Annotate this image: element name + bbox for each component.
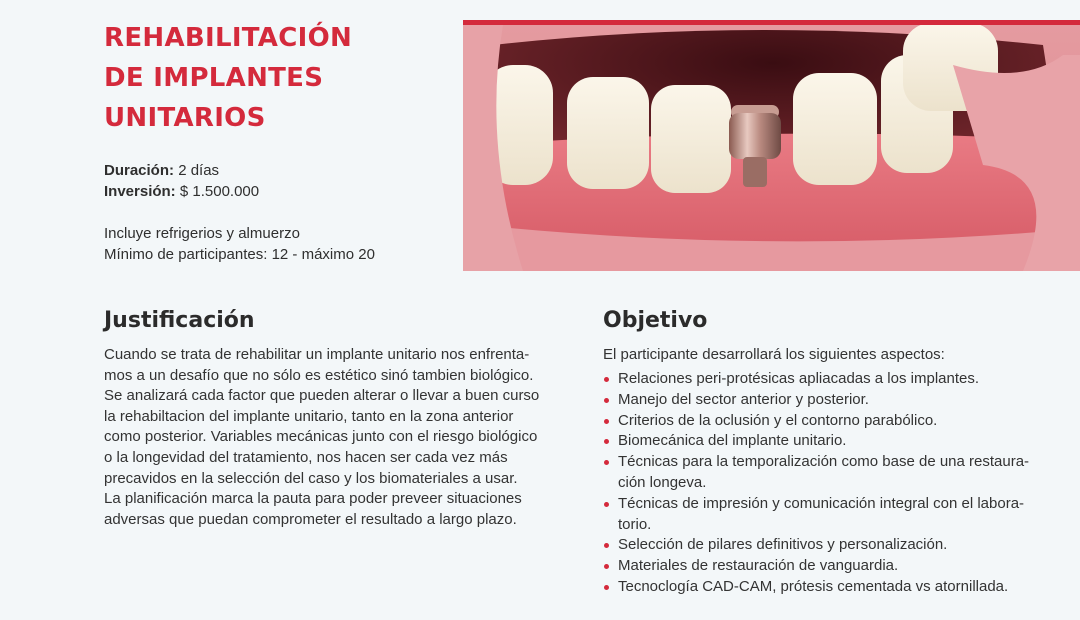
list-item-text: Manejo del sector anterior y posterior.	[618, 390, 869, 408]
list-item	[603, 556, 1043, 577]
list-item-text: torio.	[618, 515, 652, 533]
list-item	[603, 390, 1043, 411]
dental-implant-photo	[463, 25, 1080, 271]
list-item-text: Técnicas de impresión y comunicación integral con el labora-	[618, 494, 1025, 512]
course-title-line: REHABILITACIÓN	[104, 23, 353, 53]
justificacion-line: precavidos en la selección del caso y los biomateriales a usar.	[104, 469, 518, 487]
investment-row	[104, 181, 375, 202]
list-item-text: Selección de pilares definitivos y personalización.	[618, 536, 948, 554]
list-item	[603, 452, 1043, 494]
list-item-text: Tecnoclogía CAD-CAM, prótesis cementada vs atornillada.	[618, 577, 1009, 595]
course-info	[104, 160, 375, 265]
justificacion-line: como posterior. Variables mecánicas junto con el riesgo biológico	[104, 428, 538, 446]
duration-value: 2 días	[178, 162, 220, 179]
justificacion-line: adversas que puedan comprometer el resultado a largo plazo.	[104, 510, 517, 528]
course-title-line: DE IMPLANTES	[104, 63, 324, 93]
course-title	[104, 18, 352, 138]
justificacion-line: la rehabiltacion del implante unitario, tanto en la zona anterior	[104, 407, 514, 425]
list-item-text: Técnicas para la temporalización como base de una restaura-	[618, 453, 1030, 471]
course-title-line: UNITARIOS	[104, 103, 266, 133]
list-item-text: Materiales de restauración de vanguardia.	[618, 557, 899, 575]
justificacion-line: Se analizará cada factor que pueden alterar o llevar a buen curso	[104, 387, 540, 405]
participants-text: Mínimo de participantes: 12 - máximo 20	[104, 246, 375, 263]
list-item	[603, 535, 1043, 556]
list-item	[603, 431, 1043, 452]
duration-label: Duración:	[104, 162, 175, 179]
list-item	[603, 494, 1043, 536]
duration-row	[104, 160, 375, 181]
includes-text: Incluye refrigerios y almuerzo	[104, 225, 300, 242]
justificacion-line: mos a un desafío que no sólo es estético sinó tambien biológico.	[104, 366, 534, 384]
objetivo-list	[603, 369, 1043, 598]
objetivo-heading: Objetivo	[603, 308, 708, 333]
list-item-text: ción longeva.	[618, 473, 707, 491]
justificacion-line: Cuando se trata de rehabilitar un implante unitario nos enfrenta-	[104, 346, 530, 363]
investment-label: Inversión:	[104, 183, 176, 200]
list-item	[603, 411, 1043, 432]
dental-implant-illustration	[463, 25, 1080, 271]
list-item	[603, 577, 1043, 598]
justificacion-line: o la longevidad del tratamiento, nos hacen ser cada vez más	[104, 448, 508, 466]
objetivo-intro: El participante desarrollará los siguientes aspectos:	[603, 346, 945, 363]
investment-value: $ 1.500.000	[179, 183, 260, 200]
list-item-text: Criterios de la oclusión y el contorno parabólico.	[618, 411, 938, 429]
justificacion-body	[104, 345, 544, 530]
list-item-text: Relaciones peri-protésicas apliacadas a los implantes.	[618, 370, 980, 387]
justificacion-line: La planificación marca la pauta para poder preveer situaciones	[104, 490, 522, 508]
list-item-text: Biomecánica del implante unitario.	[618, 432, 847, 450]
justificacion-heading: Justificación	[104, 308, 255, 333]
list-item	[603, 369, 1043, 390]
